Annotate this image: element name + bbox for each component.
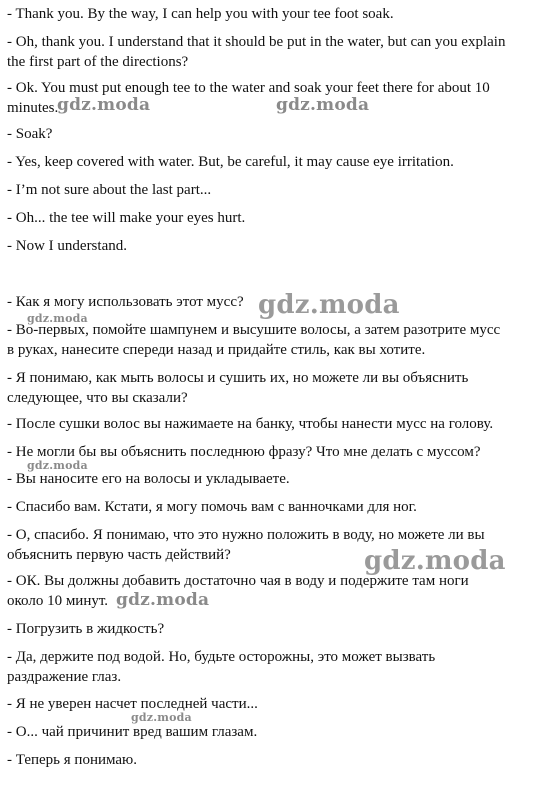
text-line: - Как я могу использовать этот мусс?: [7, 294, 244, 310]
text-line: - Я не уверен насчет последней части...: [7, 696, 258, 712]
text-line: - Теперь я понимаю.: [7, 752, 138, 768]
text-line: - ОК. Вы должны добавить достаточно чая в воду и подержите там ноги: [7, 573, 469, 589]
text-line: - I’m not sure about the last part...: [7, 182, 212, 198]
text-line: - Soak?: [7, 126, 53, 142]
text-line: в руках, нанесите спереди назад и придайте стиль, как вы хотите.: [7, 342, 426, 358]
text-line: - Oh... the tee will make your eyes hurt.: [7, 210, 246, 226]
text-line: - Спасибо вам. Кстати, я могу помочь вам с ванночками для ног.: [7, 499, 417, 515]
text-line: minutes.: [7, 100, 59, 116]
watermark: gdz.moda: [276, 95, 370, 115]
watermark: gdz.moda: [116, 590, 210, 610]
watermark: gdz.moda: [27, 312, 88, 325]
watermark: gdz.moda: [27, 459, 88, 472]
text-line: - Ok. You must put enough tee to the water and soak your feet there for about 10: [7, 80, 490, 96]
watermark: gdz.moda: [258, 290, 400, 320]
text-line: - Yes, keep covered with water. But, be careful, it may cause eye irritation.: [7, 154, 454, 170]
text-line: - Thank you. By the way, I can help you with your tee foot soak.: [7, 6, 394, 22]
text-line: раздражение глаз.: [7, 669, 122, 685]
text-line: - Я понимаю, как мыть волосы и сушить их, но можете ли вы объяснить: [7, 370, 469, 386]
text-line: the first part of the directions?: [7, 54, 189, 70]
text-line: - Во-первых, помойте шампунем и высушите волосы, а затем разотрите мусс: [7, 322, 501, 338]
text-line: - О, спасибо. Я понимаю, что это нужно положить в воду, но можете ли вы: [7, 527, 485, 543]
text-line: - После сушки волос вы нажимаете на банку, чтобы нанести мусс на голову.: [7, 416, 494, 432]
watermark: gdz.moda: [364, 546, 506, 576]
text-line: - Не могли бы вы объяснить последнюю фразу? Что мне делать с муссом?: [7, 444, 481, 460]
text-line: около 10 минут.: [7, 593, 109, 609]
text-line: - Погрузить в жидкость?: [7, 621, 165, 637]
text-line: - Да, держите под водой. Но, будьте осторожны, это может вызвать: [7, 649, 436, 665]
text-line: следующее, что вы сказали?: [7, 390, 188, 406]
text-line: - Now I understand.: [7, 238, 127, 254]
text-line: - Вы наносите его на волосы и укладываете.: [7, 471, 290, 487]
watermark: gdz.moda: [57, 95, 151, 115]
watermark: gdz.moda: [131, 711, 192, 724]
text-line: объяснить первую часть действий?: [7, 547, 231, 563]
text-line: - О... чай причинит вред вашим глазам.: [7, 724, 258, 740]
text-line: - Oh, thank you. I understand that it should be put in the water, but can you explain: [7, 34, 506, 50]
